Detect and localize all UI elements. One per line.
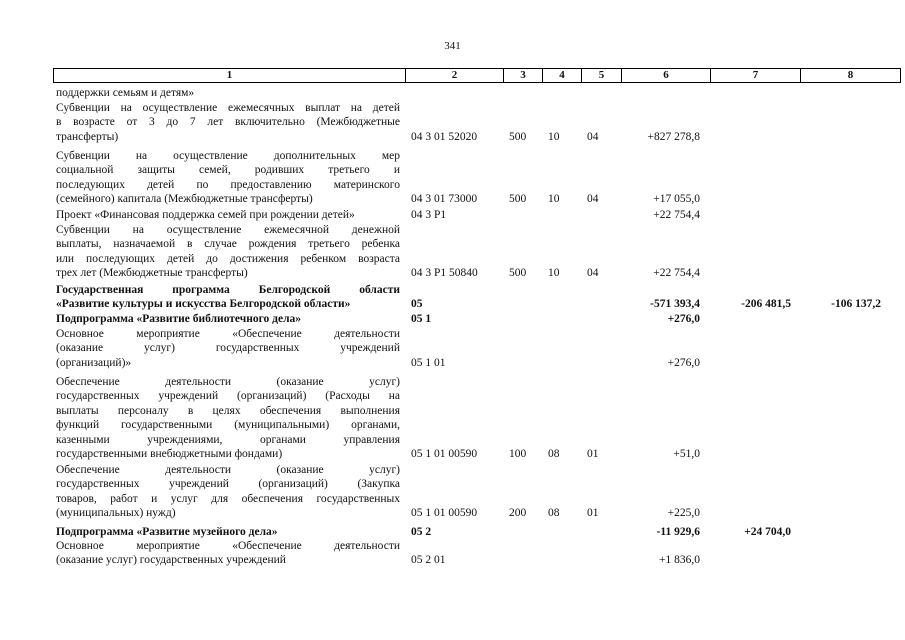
header-col-6: 6 — [622, 69, 711, 82]
description-line: в возрасте от 3 до 7 лет включительно (Межбюджетные — [56, 116, 400, 129]
description-line: государственных учреждений (организаций) (Закупка — [56, 478, 400, 491]
description-line: функций государственными (муниципальными) органами, — [56, 419, 400, 432]
row-description — [56, 283, 400, 312]
row-description — [56, 525, 400, 539]
row-expense-type: 200 — [509, 507, 527, 520]
row-amount: +276,0 — [667, 313, 700, 325]
row-amount: +1 836,0 — [659, 554, 700, 567]
row-amount: +22 754,4 — [653, 267, 700, 280]
row-description — [56, 101, 400, 144]
row-section: 10 — [548, 193, 560, 206]
row-subsection: 01 — [587, 507, 599, 520]
row-section: 08 — [548, 448, 560, 460]
description-line: Основное мероприятие «Обеспечение деятельности — [56, 328, 400, 340]
header-col-2: 2 — [406, 69, 504, 82]
row-description — [56, 223, 400, 281]
description-line: трансферты) — [56, 130, 119, 143]
description-line: Подпрограмма «Развитие библиотечного дела» — [56, 313, 302, 325]
row-description — [56, 327, 400, 370]
row-code: 04 3 P1 — [411, 209, 447, 221]
row-description — [56, 539, 400, 568]
header-col-4: 4 — [543, 69, 582, 82]
description-line: товаров, работ и услуг для обеспечения государственных — [56, 492, 400, 505]
row-description — [56, 312, 400, 326]
description-line: поддержки семьям и детям» — [56, 87, 195, 99]
header-col-1: 1 — [54, 69, 406, 82]
description-line: Обеспечение деятельности (оказание услуг) — [56, 376, 400, 388]
description-line: государственными внебюджетными фондами) — [56, 448, 283, 461]
row-section: 10 — [548, 267, 560, 280]
row-description — [56, 463, 400, 521]
description-line: Субвенции на осуществление ежемесячной денежной — [56, 224, 400, 236]
description-line: (оказание услуг) государственных учреждений — [56, 554, 286, 567]
row-amount-col7: -206 481,5 — [741, 298, 791, 311]
row-code: 05 — [411, 298, 423, 311]
description-line: «Развитие культуры и искусства Белгородской области» — [56, 298, 351, 311]
table-header — [53, 68, 901, 83]
description-line: трех лет (Межбюджетные трансферты) — [56, 267, 248, 280]
row-amount: +51,0 — [673, 448, 700, 460]
description-line: или последующих детей до достижения ребенком возраста — [56, 252, 400, 265]
description-line: (оказание услуг) государственных учреждений — [56, 342, 400, 355]
description-line: Государственная программа Белгородской области — [56, 284, 400, 296]
header-col-7: 7 — [711, 69, 801, 82]
description-line: Субвенции на осуществление дополнительных мер — [56, 150, 400, 162]
description-line: (организаций)» — [56, 356, 132, 369]
description-line: Проект «Финансовая поддержка семей при рождении детей» — [56, 209, 355, 221]
row-subsection: 04 — [587, 267, 599, 280]
row-expense-type: 500 — [509, 130, 527, 143]
row-amount: +225,0 — [667, 507, 700, 520]
description-line: социальной защиты семей, родивших третьего и — [56, 164, 400, 177]
description-line: Основное мероприятие «Обеспечение деятельности — [56, 540, 400, 552]
row-expense-type: 500 — [509, 193, 527, 206]
description-line: выплаты персоналу в целях обеспечения выполнения — [56, 404, 400, 417]
row-code: 04 3 01 52020 — [411, 130, 478, 143]
page-number: 341 — [444, 40, 461, 52]
row-expense-type: 500 — [509, 267, 527, 280]
row-description — [56, 375, 400, 461]
row-amount: +827 278,8 — [647, 130, 700, 143]
description-line: (муниципальных) нужд) — [56, 507, 176, 520]
row-code: 05 1 01 — [411, 356, 446, 369]
header-col-8: 8 — [847, 69, 854, 81]
description-line: Субвенции на осуществление ежемесячных выплат на детей — [56, 102, 400, 114]
row-amount-col8: -106 137,2 — [831, 298, 881, 311]
row-code: 05 1 01 00590 — [411, 507, 478, 520]
row-subsection: 04 — [587, 193, 599, 206]
row-code: 05 2 — [411, 526, 432, 538]
row-expense-type: 100 — [509, 448, 527, 460]
row-description — [56, 149, 400, 207]
row-description — [56, 208, 400, 222]
row-subsection: 01 — [587, 448, 599, 460]
description-line: Подпрограмма «Развитие музейного дела» — [56, 526, 278, 538]
row-code: 05 1 01 00590 — [411, 448, 478, 460]
row-section: 08 — [548, 507, 560, 520]
description-line: (семейного) капитала (Межбюджетные трансферты) — [56, 193, 313, 206]
row-amount-col7: +24 704,0 — [744, 526, 791, 538]
description-line: государственных учреждений (организаций) (Расходы на — [56, 390, 400, 403]
row-amount: -11 929,6 — [656, 526, 700, 538]
row-description — [56, 86, 400, 100]
row-amount: +276,0 — [667, 356, 700, 369]
description-line: Обеспечение деятельности (оказание услуг) — [56, 464, 400, 476]
header-col-3: 3 — [504, 69, 543, 82]
row-code: 05 2 01 — [411, 554, 446, 567]
description-line: последующих детей по предоставлению материнского — [56, 178, 400, 191]
row-amount: +22 754,4 — [653, 209, 700, 221]
row-subsection: 04 — [587, 130, 599, 143]
description-line: казенными учреждениями, органами управления — [56, 433, 400, 446]
row-amount: -571 393,4 — [650, 298, 700, 311]
row-code: 05 1 — [411, 313, 432, 325]
description-line: выплаты, назначаемой в случае рождения третьего ребенка — [56, 238, 400, 251]
header-col-5: 5 — [582, 69, 622, 82]
row-code: 04 3 01 73000 — [411, 193, 478, 206]
row-code: 04 3 P1 50840 — [411, 267, 478, 280]
row-amount: +17 055,0 — [653, 193, 700, 206]
row-section: 10 — [548, 130, 560, 143]
